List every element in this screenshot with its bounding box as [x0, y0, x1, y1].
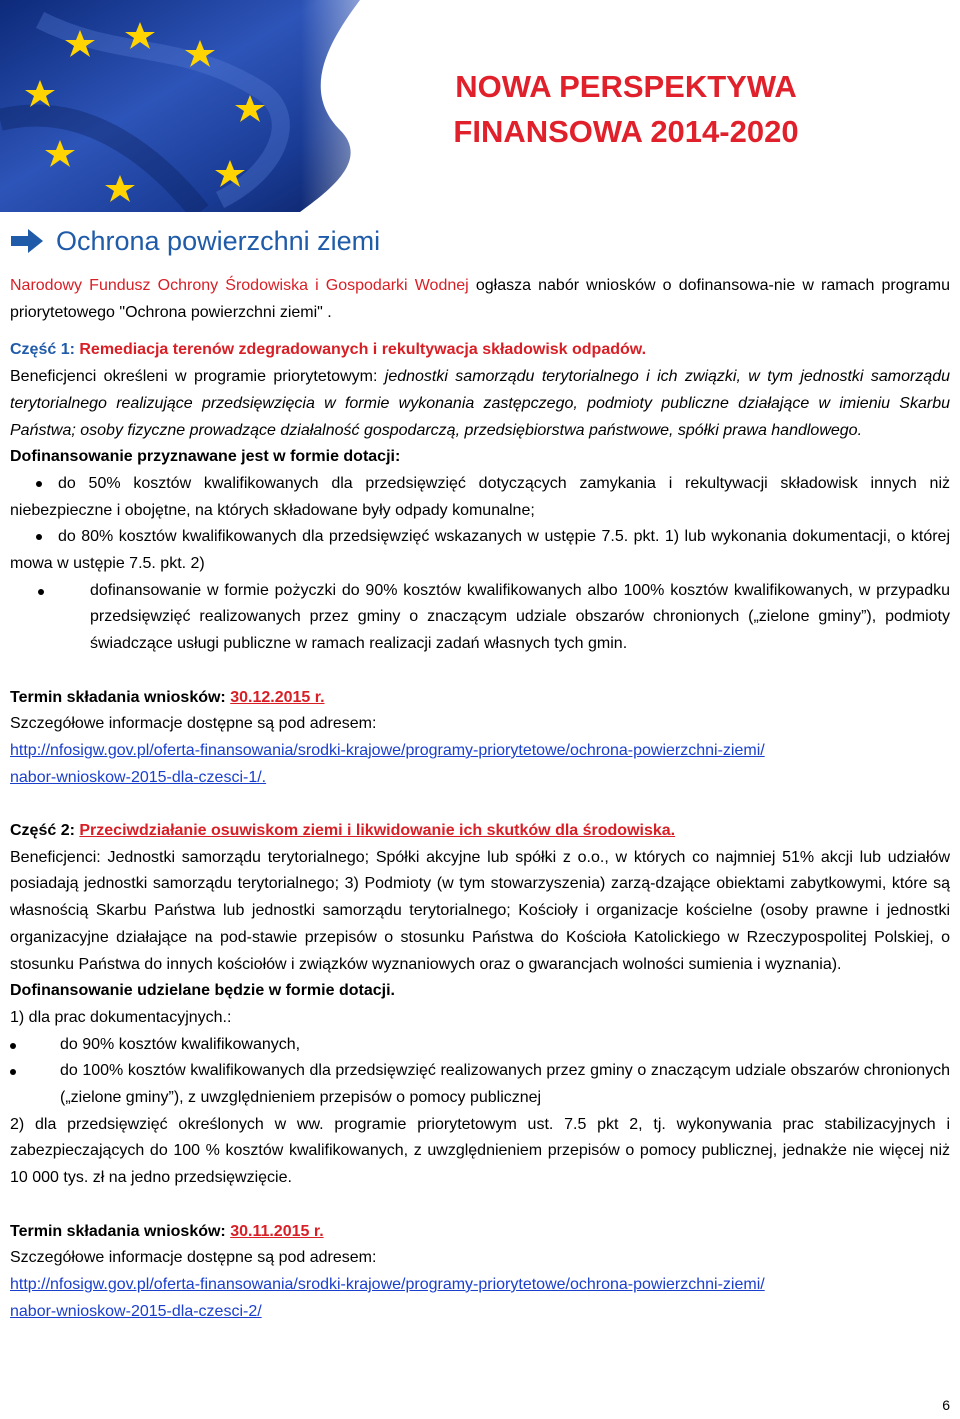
part1-title-text: Remediacja terenów zdegradowanych i rekultywacja składowisk odpadów.	[79, 341, 647, 359]
section-heading	[10, 222, 380, 260]
part1-url[interactable]	[10, 738, 950, 791]
part1-title	[10, 337, 950, 364]
url-link[interactable]: http://nfosigw.gov.pl/oferta-finansowania/srodki-krajowe/programy-priorytetowe/ochrona-powierzchni-ziemi/	[10, 1275, 765, 1293]
bullet-icon	[10, 1069, 16, 1075]
intro-paragraph	[10, 273, 950, 326]
part2-beneficiaries: Beneficjenci: Jednostki samorządu terytorialnego; Spółki akcyjne lub spółki z o.o., w których co najmniej 51% akcji lub udziałów posiadają jednostki samorządu terytorialnego; 3) Podmioty (w tym stowarzyszenia) zarzą-dzające obiektami zabytkowymi, które są własnością Skarbu Państwa lub jednostki samorządu terytorialnego; Kościoły i organizacje kościelne (osoby prawne i jednostki organizacyjne działające na pod-stawie przepisów o stosunku Państwa do Kościoła Katolickiego w Rzeczypospolitej Polskiej, o stosunku Państwa do innych kościołów i związków wyznaniowych oraz o gwarancjach wolności sumienia i wyznania).	[10, 848, 950, 973]
part1-deadline	[10, 685, 950, 712]
deadline-label: Termin składania wniosków:	[10, 688, 231, 706]
url-link[interactable]: http://nfosigw.gov.pl/oferta-finansowania/srodki-krajowe/programy-priorytetowe/ochrona-powierzchni-ziemi/	[10, 741, 765, 759]
part2-funding-heading: Dofinansowanie udzielane będzie w formie dotacji.	[10, 982, 395, 1000]
part1-bullet-list	[10, 471, 950, 578]
part2-deadline	[10, 1219, 950, 1246]
deadline-date: 30.12.2015 r.	[230, 688, 325, 706]
header-banner	[0, 0, 960, 212]
bullet-icon	[38, 589, 44, 595]
org-name: Narodowy Fundusz Ochrony Środowiska i Gospodarki Wodnej	[10, 277, 469, 294]
url-link[interactable]: nabor-wnioskow-2015-dla-czesci-1/.	[10, 768, 267, 786]
part2-title-text: Przeciwdziałanie osuwiskom ziemi i likwidowanie ich skutków dla środowiska.	[79, 822, 676, 840]
part1-info-text: Szczegółowe informacje dostępne są pod adresem:	[10, 715, 377, 733]
list-item: do 100% kosztów kwalifikowanych dla przedsięwzięć realizowanych przez gminy o znaczącym udziale obszarów chronionych („zielone gminy”), z uwzględnieniem przepisów o pomocy publicznej	[10, 1058, 950, 1111]
deadline-label: Termin składania wniosków:	[10, 1222, 231, 1240]
deadline-date: 30.11.2015 r.	[230, 1222, 324, 1240]
part2-title	[10, 818, 950, 845]
part2-bullet-list	[10, 1032, 950, 1112]
part1-funding-heading: Dofinansowanie przyznawane jest w formie dotacji:	[10, 448, 401, 466]
list-item: dofinansowanie w formie pożyczki do 90% kosztów kwalifikowanych albo 100% kosztów kwalifikowanych, w przypadku przedsięwzięć realizowanych przez gminy o znaczącym udziale obszarów chronionych („zielone gminy”), podmioty świadczące usługi publiczne w ramach realizacji zadań własnych tych gmin.	[10, 578, 950, 658]
part1-loan-list	[10, 578, 950, 658]
part1-beneficiaries-text: jednostki samorządu terytorialnego i ich związki, w tym jednostki samorządu terytorialnego realizujące przedsięwzięcia w formie wykonania zastępczego, podmioty publiczne działające w imieniu Skarbu Państwa; osoby fizyczne prowadzące działalność gospodarczą, przedsiębiorstwa państwowe, spółki prawa handlowego.	[10, 368, 951, 439]
intro-rest: ogłasza nabór wniosków o dofinansowa-nie w ramach programu priorytetowego "Ochrona powierzchni ziemi" .	[10, 277, 950, 321]
list-item: do 90% kosztów kwalifikowanych,	[10, 1032, 950, 1059]
heading-text: Ochrona powierzchni ziemi	[56, 225, 381, 256]
part1-beneficiaries-label: Beneficjenci określeni w programie priorytetowym:	[10, 368, 385, 386]
part1-beneficiaries	[10, 364, 950, 444]
page-number: 6	[942, 1397, 950, 1413]
bullet-icon	[36, 481, 42, 487]
part2-url[interactable]	[10, 1272, 950, 1325]
document-body	[10, 273, 950, 1325]
bullet-icon	[10, 1043, 16, 1049]
arrow-right-icon	[10, 228, 44, 254]
part1-label: Część 1:	[10, 341, 80, 359]
eu-flag-image	[0, 0, 430, 212]
banner-title: NOWA PERSPEKTYWA FINANSOWA 2014-2020	[453, 69, 799, 149]
url-link[interactable]: nabor-wnioskow-2015-dla-czesci-2/	[10, 1302, 262, 1320]
list-item: do 50% kosztów kwalifikowanych dla przedsięwzięć dotyczących zamykania i rekultywacji składowisk innych niż niebezpieczne i obojętne, na których składowane były odpady komunalne;	[10, 474, 950, 519]
part2-item1: 1) dla prac dokumentacyjnych.:	[10, 1008, 232, 1026]
part2-label: Część 2:	[10, 822, 80, 840]
list-item: do 80% kosztów kwalifikowanych dla przedsięwzięć wskazanych w ustępie 7.5. pkt. 1) lub wykonania dokumentacji, o której mowa w ustępie 7.5. pkt. 2)	[10, 528, 950, 573]
bullet-icon	[36, 534, 42, 540]
part2-info-text: Szczegółowe informacje dostępne są pod adresem:	[10, 1249, 377, 1267]
part2-item2: 2) dla przedsięwzięć określonych w ww. programie priorytetowym ust. 7.5 pkt 2, tj. wykonywania prac stabilizacyjnych i zabezpieczających do 100 % kosztów kwalifikowanych, z uwzględnieniem przepisów o pomocy publicznej, jednakże nie więcej niż 10 000 tys. zł na jedno przedsięwzięcie.	[10, 1115, 950, 1187]
